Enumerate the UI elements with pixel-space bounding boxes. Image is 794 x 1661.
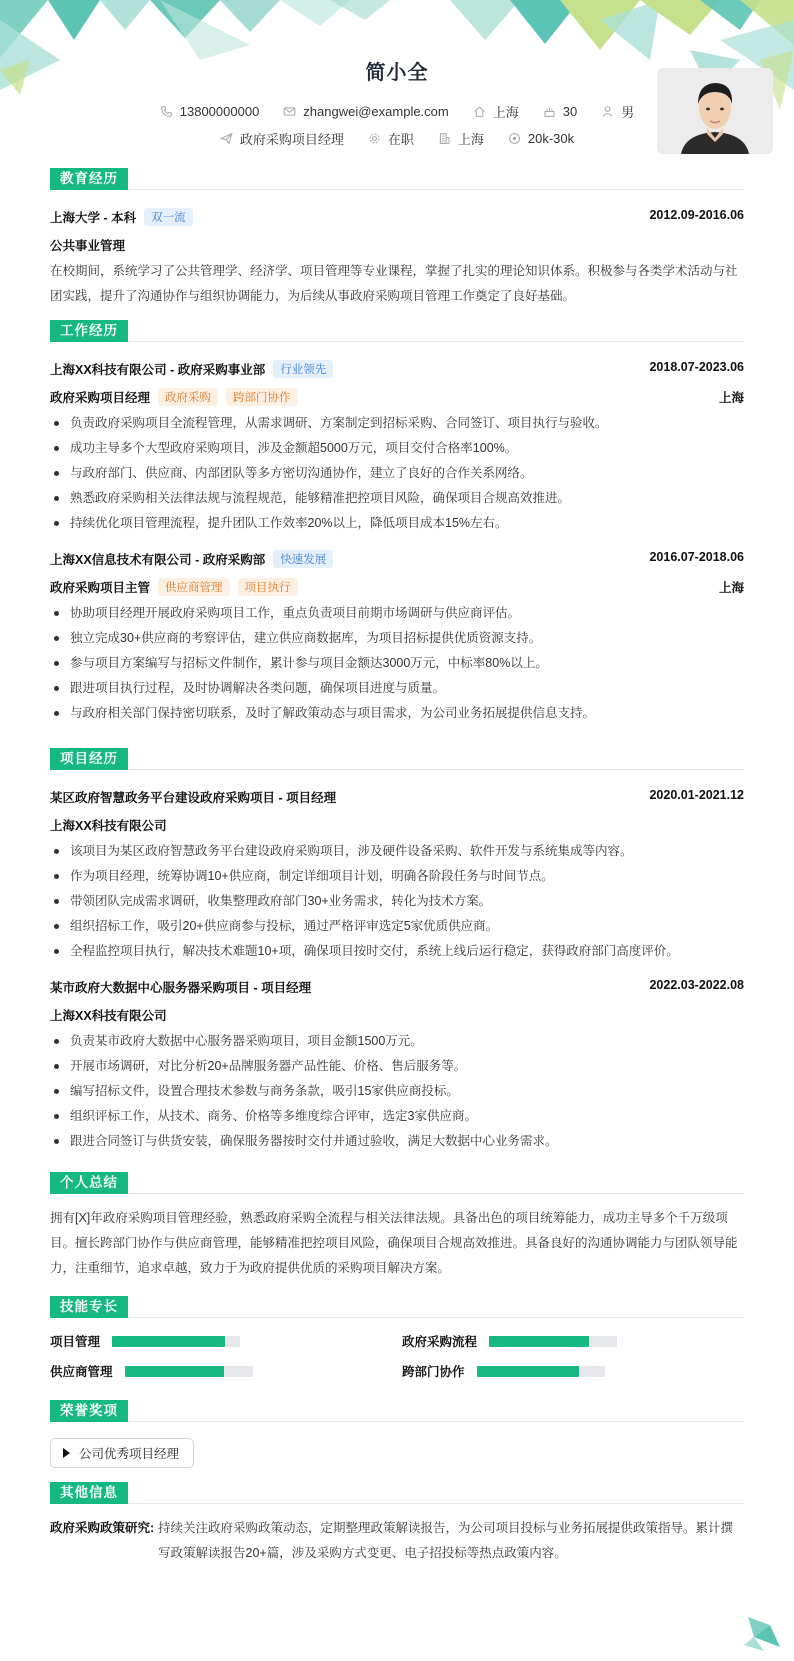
list-item: 跟进合同签订与供货安装，确保服务器按时交付并通过验收，满足大数据中心业务需求。 <box>50 1129 744 1154</box>
list-item: 与政府相关部门保持密切联系，及时了解政策动态与项目需求，为公司业务拓展提供信息支持。 <box>50 701 744 726</box>
skills-header <box>50 1296 744 1318</box>
age-text: 30 <box>562 104 578 119</box>
project-bullets <box>50 839 744 964</box>
job-company-tag: 行业领先 <box>273 360 333 378</box>
other-header <box>50 1482 744 1504</box>
candidate-name: 简小全 <box>365 62 429 84</box>
status-item <box>368 129 414 148</box>
other-section <box>50 1482 744 1572</box>
list-item: 带领团队完成需求调研，收集整理政府部门30+业务需求，转化为技术方案。 <box>50 889 744 914</box>
project-period: 2022.03-2022.08 <box>649 978 744 992</box>
target-position-item <box>220 129 344 148</box>
project-name: 某区政府智慧政务平台建设政府采购项目 - 项目经理 <box>50 791 337 805</box>
skill-bar <box>112 1336 240 1347</box>
education-section <box>50 168 744 308</box>
list-item: 协助项目经理开展政府采购项目工作，重点负责项目前期市场调研与供应商评估。 <box>50 601 744 626</box>
skill-name: 跨部门协作 <box>402 1365 465 1379</box>
job-position-row <box>50 388 744 406</box>
list-item: 组织评标工作，从技术、商务、价格等多维度综合评审，选定3家供应商。 <box>50 1104 744 1129</box>
skill-item <box>402 1362 605 1380</box>
projects-title: 项目经历 <box>50 748 128 770</box>
award-item[interactable] <box>50 1438 194 1468</box>
other-text: 持续关注政府采购政策动态，定期整理政策解读报告，为公司项目投标与业务拓展提供政策指导。累计撰写政策解读报告20+篇，涉及采购方式变更、电子招投标等热点政策内容。 <box>158 1521 734 1560</box>
other-item <box>50 1516 744 1568</box>
status-text: 在职 <box>387 132 414 147</box>
job-period: 2018.07-2023.06 <box>649 360 744 374</box>
target-city-item <box>438 129 484 148</box>
awards-header <box>50 1400 744 1422</box>
job-company: 上海XX科技有限公司 - 政府采购事业部 <box>50 363 266 377</box>
project-name-row <box>50 978 744 996</box>
projects-section <box>50 748 744 1158</box>
list-item: 负责政府采购项目全流程管理，从需求调研、方案制定到招标采购、合同签订、项目执行与验收。 <box>50 411 744 436</box>
project-company: 上海XX科技有限公司 <box>50 819 167 833</box>
building-icon <box>438 132 451 145</box>
job-position: 政府采购项目主管 <box>50 581 151 595</box>
skill-bar <box>125 1366 253 1377</box>
job-company: 上海XX信息技术有限公司 - 政府采购部 <box>50 553 266 567</box>
job-tag: 项目执行 <box>238 578 298 596</box>
summary-text: 拥有[X]年政府采购项目管理经验，熟悉政府采购全流程与相关法律法规。具备出色的项目统筹能力，成功主导多个千万级项目。擅长跨部门协作与供应商管理，能够精准把控项目风险，确保项目合规高效推进。具备良好的沟通协调能力与团队领导能力，注重细节，追求卓越，致力于为政府提供优质的采购项目解决方案。 <box>50 1211 738 1275</box>
salary-item <box>508 131 574 146</box>
job-company-tag: 快速发展 <box>273 550 333 568</box>
skills-section <box>50 1296 744 1396</box>
skill-bar-fill <box>477 1366 579 1377</box>
email-item <box>283 104 448 119</box>
skill-item <box>50 1332 240 1350</box>
education-school-row <box>50 208 744 226</box>
email-text: zhangwei@example.com <box>303 104 449 119</box>
education-major: 公共事业管理 <box>50 239 126 253</box>
job-bullets <box>50 411 744 536</box>
project-name-row <box>50 788 744 806</box>
cake-icon <box>543 105 556 118</box>
gender-item <box>601 102 634 121</box>
gender-text: 男 <box>621 105 635 120</box>
avatar-photo <box>657 68 773 154</box>
caret-right-icon <box>63 1448 70 1458</box>
city-text: 上海 <box>492 105 519 120</box>
skills-title: 技能专长 <box>50 1296 128 1318</box>
project-company: 上海XX科技有限公司 <box>50 1009 167 1023</box>
list-item: 参与项目方案编写与招标文件制作，累计参与项目金额达3000万元，中标率80%以上。 <box>50 651 744 676</box>
job-position-row <box>50 578 744 596</box>
education-description: 在校期间，系统学习了公共管理学、经济学、项目管理等专业课程，掌握了扎实的理论知识体系。积极参与各类学术活动与社团实践，提升了沟通协作与组织协调能力，为后续从事政府采购项目管理工作奠定了良好基础。 <box>50 264 738 303</box>
footer-decoration <box>740 1611 784 1655</box>
list-item: 熟悉政府采购相关法律法规与流程规范，能够精准把控项目风险，确保项目合规高效推进。 <box>50 486 744 511</box>
list-item: 作为项目经理，统筹协调10+供应商，制定详细项目计划，明确各阶段任务与时间节点。 <box>50 864 744 889</box>
age-item <box>543 104 577 119</box>
job-position: 政府采购项目经理 <box>50 391 151 405</box>
job-bullets <box>50 601 744 726</box>
skill-name: 项目管理 <box>50 1335 101 1349</box>
job-company-row <box>50 360 744 378</box>
work-header <box>50 320 744 342</box>
skill-name: 供应商管理 <box>50 1365 113 1379</box>
skill-bar <box>489 1336 617 1347</box>
job-location: 上海 <box>718 581 744 595</box>
school-tag: 双一流 <box>144 208 193 226</box>
awards-section <box>50 1400 744 1480</box>
skill-name: 政府采购流程 <box>402 1335 478 1349</box>
work-title: 工作经历 <box>50 320 128 342</box>
job-location: 上海 <box>718 391 744 405</box>
salary-text: 20k-30k <box>527 131 575 146</box>
list-item: 与政府部门、供应商、内部团队等多方密切沟通协作，建立了良好的合作关系网络。 <box>50 461 744 486</box>
job-tag: 供应商管理 <box>158 578 230 596</box>
job-period: 2016.07-2018.06 <box>649 550 744 564</box>
job-tag: 政府采购 <box>158 388 218 406</box>
list-item: 跟进项目执行过程，及时协调解决各类问题，确保项目进度与质量。 <box>50 676 744 701</box>
summary-title: 个人总结 <box>50 1172 128 1194</box>
send-icon <box>220 132 233 145</box>
education-header <box>50 168 744 190</box>
project-bullets <box>50 1029 744 1154</box>
list-item: 组织招标工作，吸引20+供应商参与投标，通过严格评审选定5家优质供应商。 <box>50 914 744 939</box>
list-item: 成功主导多个大型政府采购项目，涉及金额超5000万元，项目交付合格率100%。 <box>50 436 744 461</box>
summary-section <box>50 1172 744 1282</box>
awards-title: 荣誉奖项 <box>50 1400 128 1422</box>
project-name: 某市政府大数据中心服务器采购项目 - 项目经理 <box>50 981 312 995</box>
skill-item <box>402 1332 617 1350</box>
award-text: 公司优秀项目经理 <box>79 1447 180 1461</box>
email-icon <box>283 105 296 118</box>
home-icon <box>473 105 486 118</box>
job-tag: 跨部门协作 <box>226 388 298 406</box>
project-period: 2020.01-2021.12 <box>649 788 744 802</box>
summary-header <box>50 1172 744 1194</box>
list-item: 开展市场调研，对比分析20+品牌服务器产品性能、价格、售后服务等。 <box>50 1054 744 1079</box>
other-label: 政府采购政策研究: <box>50 1521 155 1535</box>
other-title: 其他信息 <box>50 1482 128 1504</box>
work-section <box>50 320 744 730</box>
gear-icon <box>368 132 381 145</box>
phone-icon <box>160 105 173 118</box>
phone-item <box>160 104 260 119</box>
list-item: 编写招标文件，设置合理技术参数与商务条款，吸引15家供应商投标。 <box>50 1079 744 1104</box>
city-item <box>473 102 519 121</box>
list-item: 独立完成30+供应商的考察评估，建立供应商数据库，为项目招标提供优质资源支持。 <box>50 626 744 651</box>
job-company-row <box>50 550 744 568</box>
list-item: 持续优化项目管理流程，提升团队工作效率20%以上，降低项目成本15%左右。 <box>50 511 744 536</box>
user-icon <box>601 105 614 118</box>
target-position-text: 政府采购项目经理 <box>239 132 344 147</box>
coin-icon <box>508 132 521 145</box>
list-item: 全程监控项目执行，解决技术难题10+项，确保项目按时交付，系统上线后运行稳定，获得政府部门高度评价。 <box>50 939 744 964</box>
list-item: 负责某市政府大数据中心服务器采购项目，项目金额1500万元。 <box>50 1029 744 1054</box>
skill-bar-fill <box>125 1366 225 1377</box>
avatar <box>657 68 773 154</box>
projects-header <box>50 748 744 770</box>
skill-bar-fill <box>489 1336 589 1347</box>
education-title: 教育经历 <box>50 168 128 190</box>
phone-text: 13800000000 <box>179 104 260 119</box>
skill-bar-fill <box>112 1336 225 1347</box>
skill-item <box>50 1362 253 1380</box>
list-item: 该项目为某区政府智慧政务平台建设政府采购项目，涉及硬件设备采购、软件开发与系统集成等内容。 <box>50 839 744 864</box>
education-period: 2012.09-2016.06 <box>649 208 744 222</box>
school-name: 上海大学 - 本科 <box>50 211 137 225</box>
skill-bar <box>477 1366 605 1377</box>
target-city-text: 上海 <box>457 132 484 147</box>
